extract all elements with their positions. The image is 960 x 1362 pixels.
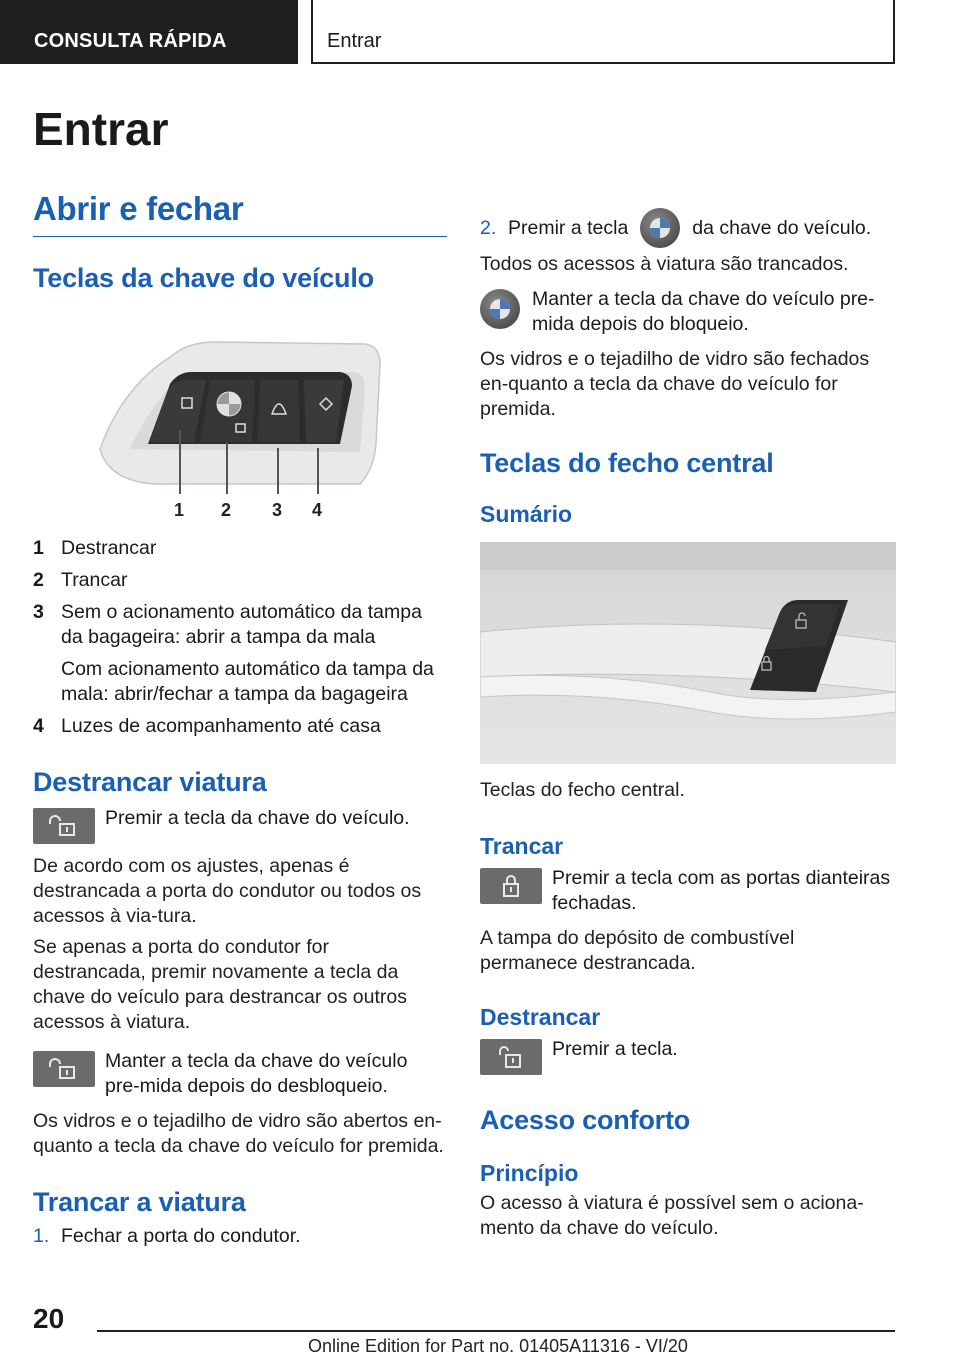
figure-label-4: 4: [312, 500, 323, 520]
heading-principle: Princípio: [480, 1160, 579, 1186]
unlock-paragraph-1: De acordo com os ajustes, apenas é destrancada a porta do condutor ou todos os acessos à via-tura.: [33, 855, 422, 927]
unlock-key-icon: [33, 808, 95, 844]
door-panel-illustration: [480, 542, 896, 764]
unlock-key-icon: [33, 1051, 95, 1087]
heading-unlock-vehicle: Destrancar viatura: [33, 767, 267, 797]
principle-text: O acesso à viatura é possível sem o aciona-mento da chave do veículo.: [480, 1192, 864, 1239]
list-item: 2 Trancar: [33, 569, 128, 591]
destrancar-instruction: [480, 1037, 896, 1075]
page-title: Entrar: [33, 103, 169, 155]
heading-comfort-access: Acesso conforto: [480, 1105, 691, 1135]
section-tab[interactable]: CONSULTA RÁPIDA: [0, 0, 298, 64]
left-column: [33, 190, 447, 1256]
heading-central-locking: Teclas do fecho central: [480, 448, 774, 478]
page-header: [0, 0, 960, 66]
heading-lock-vehicle: Trancar a viatura: [33, 1187, 246, 1217]
chapter-tab[interactable]: Entrar: [311, 0, 895, 64]
unlock-button-icon: [480, 1039, 542, 1075]
lock-step-1: 1. Fechar a porta do condutor.: [33, 1225, 301, 1247]
bmw-key-icon: [480, 289, 520, 329]
heading-key-buttons: Teclas da chave do veículo: [33, 263, 374, 293]
edition-text: Online Edition for Part no. 01405A11316 - VI/20: [308, 1336, 688, 1356]
key-fob-illustration: [33, 334, 447, 520]
lock-windows-text: Os vidros e o tejadilho de vidro são fechados en-quanto a tecla da chave do veículo for premida.: [480, 348, 870, 420]
footer-divider: [97, 1330, 895, 1332]
section-heading-abrir-fechar: Abrir e fechar: [33, 190, 447, 237]
figure-label-3: 3: [272, 500, 283, 520]
trancar-text: Premir a tecla com as portas dianteiras fechadas.: [552, 867, 891, 914]
lock-step-2: 2. Premir a tecla da chave do veículo.: [480, 208, 896, 248]
heading-trancar: Trancar: [480, 833, 564, 859]
figure-label-2: 2: [221, 500, 232, 520]
heading-summary: Sumário: [480, 501, 573, 527]
trancar-instruction: [480, 866, 896, 916]
list-item: 4 Luzes de acompanhamento até casa: [33, 715, 381, 737]
unlock-icon-text: Premir a tecla da chave do veículo.: [105, 807, 410, 829]
unlock-paragraph-2: Se apenas a porta do condutor for destrancada, premir novamente a tecla da chave do veículo para destrancar os outros acessos à viatura.: [33, 936, 407, 1033]
lock-all-text: Todos os acessos à viatura são trancados.: [480, 253, 849, 275]
list-item: 1 Destrancar: [33, 537, 157, 559]
destrancar-text: Premir a tecla.: [552, 1038, 678, 1060]
list-item: 3 Sem o acionamento automático da tampa da bagageira: abrir a tampa da mala: [33, 601, 422, 648]
figure-caption: Teclas do fecho central.: [480, 779, 685, 801]
unlock-instruction: [33, 806, 447, 844]
list-item-extra: Com acionamento automático da tampa da mala: abrir/fechar a tampa da bagageira: [61, 658, 434, 705]
page-number: 20: [33, 1303, 65, 1334]
fuel-text: A tampa do depósito de combustível permanece destrancada.: [480, 927, 795, 974]
lock-hold-instruction: [480, 287, 896, 337]
unlock-hold-text: Manter a tecla da chave do veículo pre-mida depois do desbloqueio.: [105, 1050, 408, 1097]
figure-label-1: 1: [174, 500, 185, 520]
right-column: [480, 208, 896, 1241]
heading-destrancar: Destrancar: [480, 1004, 601, 1030]
unlock-paragraph-3: Os vidros e o tejadilho de vidro são abertos en-quanto a tecla da chave do veículo for premida.: [33, 1110, 444, 1157]
lock-button-icon: [480, 868, 542, 904]
lock-hold-text: Manter a tecla da chave do veículo pre-mida depois do bloqueio.: [532, 288, 875, 335]
unlock-hold-instruction: [33, 1049, 447, 1099]
key-button-list: [33, 536, 447, 739]
bmw-key-icon: [640, 208, 680, 248]
